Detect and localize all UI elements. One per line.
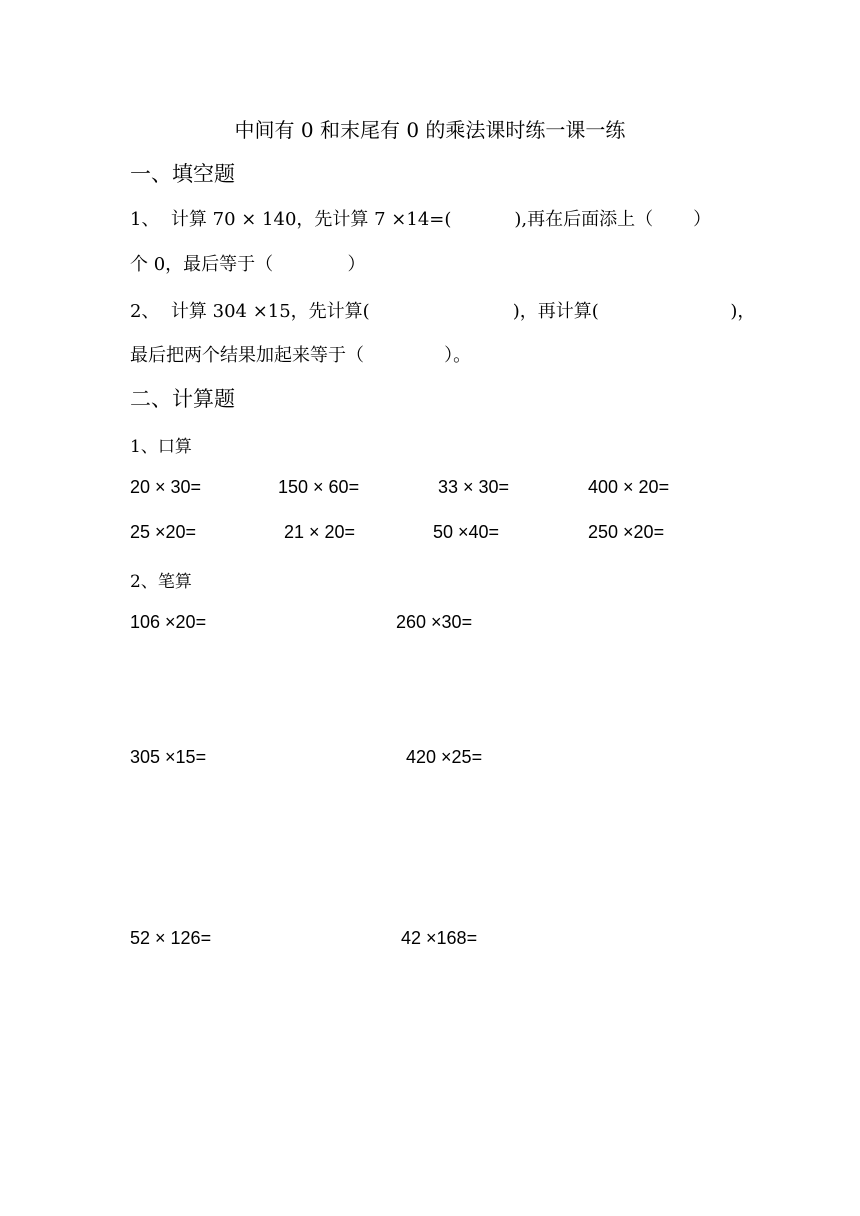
oral-problem: 21 × 20= xyxy=(284,522,356,542)
oral-problem: 20 × 30= xyxy=(130,477,202,497)
page-title: 中间有 0 和末尾有 0 的乘法课时练一课一练 xyxy=(234,118,626,142)
oral-problem: 33 × 30= xyxy=(438,477,510,497)
oral-problem: 150 × 60= xyxy=(278,477,360,497)
oral-problem: 50 ×40= xyxy=(433,522,500,542)
question-2-line-2: 最后把两个结果加起来等于（ ）。 xyxy=(130,345,472,366)
question-1-line-1: 1、 计算 70 × 140，先计算 7 ×14=( ),再在后面添上（ ） xyxy=(130,209,712,230)
written-calc-label: 2、笔算 xyxy=(130,572,192,592)
written-problem: 42 ×168= xyxy=(401,928,478,948)
oral-calc-label: 1、口算 xyxy=(130,437,192,457)
written-problem: 260 ×30= xyxy=(396,612,473,632)
oral-problem: 25 ×20= xyxy=(130,522,197,542)
section-heading-fill-blank: 一、填空题 xyxy=(130,162,235,186)
question-2-line-1: 2、 计算 304 ×15，先计算( )，再计算( )， xyxy=(130,301,756,322)
section-heading-calculation: 二、计算题 xyxy=(130,387,235,411)
written-problem: 106 ×20= xyxy=(130,612,207,632)
written-problem: 420 ×25= xyxy=(406,747,483,767)
oral-problem: 250 ×20= xyxy=(588,522,665,542)
oral-problem: 400 × 20= xyxy=(588,477,670,497)
written-problem: 52 × 126= xyxy=(130,928,212,948)
written-problem: 305 ×15= xyxy=(130,747,207,767)
question-1-line-2: 个 0，最后等于（ ） xyxy=(130,254,366,275)
